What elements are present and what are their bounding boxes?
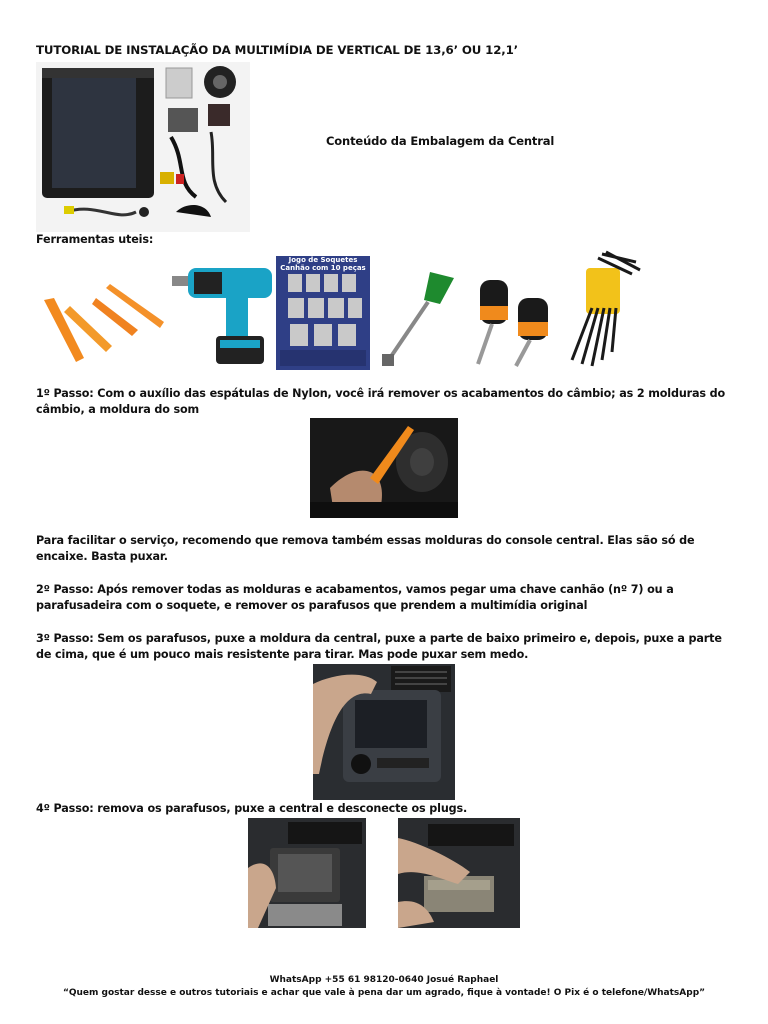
tip-text: Para facilitar o serviço, recomendo que remova também essas molduras do console central. Elas são só de encaixe. Basta puxar. bbox=[36, 534, 695, 563]
step-4-text: 4º Passo: remova os parafusos, puxe a central e desconecte os plugs. bbox=[36, 802, 468, 815]
screwdrivers-photo bbox=[466, 272, 566, 370]
socket-set-photo bbox=[276, 256, 370, 370]
dashboard-frame-removal-photo bbox=[313, 664, 455, 800]
package-contents-photo bbox=[36, 62, 250, 232]
step-1-text: 1º Passo: Com o auxílio das espátulas de Nylon, você irá remover os acabamentos do câmbio; as 2 molduras do câmbio, a moldura do som bbox=[36, 387, 726, 416]
allen-keys-photo bbox=[562, 248, 644, 370]
step-2-text: 2º Passo: Após remover todas as molduras e acabamentos, vamos pegar uma chave canhão (nº 7) ou a parafusadeira com o soquete, e remover os parafusos que prendem a multimídia original bbox=[36, 583, 674, 612]
socket-screwdriver-photo bbox=[378, 268, 458, 370]
socket-set-caption: Jogo de Soquetes Canhão com 10 peças bbox=[280, 256, 366, 272]
head-unit-unplug-photo bbox=[398, 818, 520, 928]
footer-contact: WhatsApp +55 61 98120-0640 Josué Raphael bbox=[269, 975, 499, 985]
step-3-text: 3º Passo: Sem os parafusos, puxe a moldura da central, puxe a parte de baixo primeiro e, depois, puxe a parte de cima, que é um pouco mais resistente para tirar. Mas pode puxar sem medo. bbox=[36, 632, 722, 661]
tools-heading: Ferramentas uteis: bbox=[36, 233, 154, 246]
nylon-spatulas-photo bbox=[36, 282, 166, 370]
footer-note: “Quem gostar desse e outros tutoriais e achar que vale à pena dar um agrado, fique à vontade! O Pix é o telefone/WhatsApp” bbox=[62, 988, 706, 998]
head-unit-pull-photo bbox=[248, 818, 366, 928]
cordless-drill-photo bbox=[168, 262, 276, 370]
page-title: TUTORIAL DE INSTALAÇÃO DA MULTIMÍDIA DE VERTICAL DE 13,6’ OU 12,1’ bbox=[36, 43, 518, 57]
gear-shift-trim-photo bbox=[310, 418, 458, 518]
package-contents-label: Conteúdo da Embalagem da Central bbox=[326, 134, 555, 148]
